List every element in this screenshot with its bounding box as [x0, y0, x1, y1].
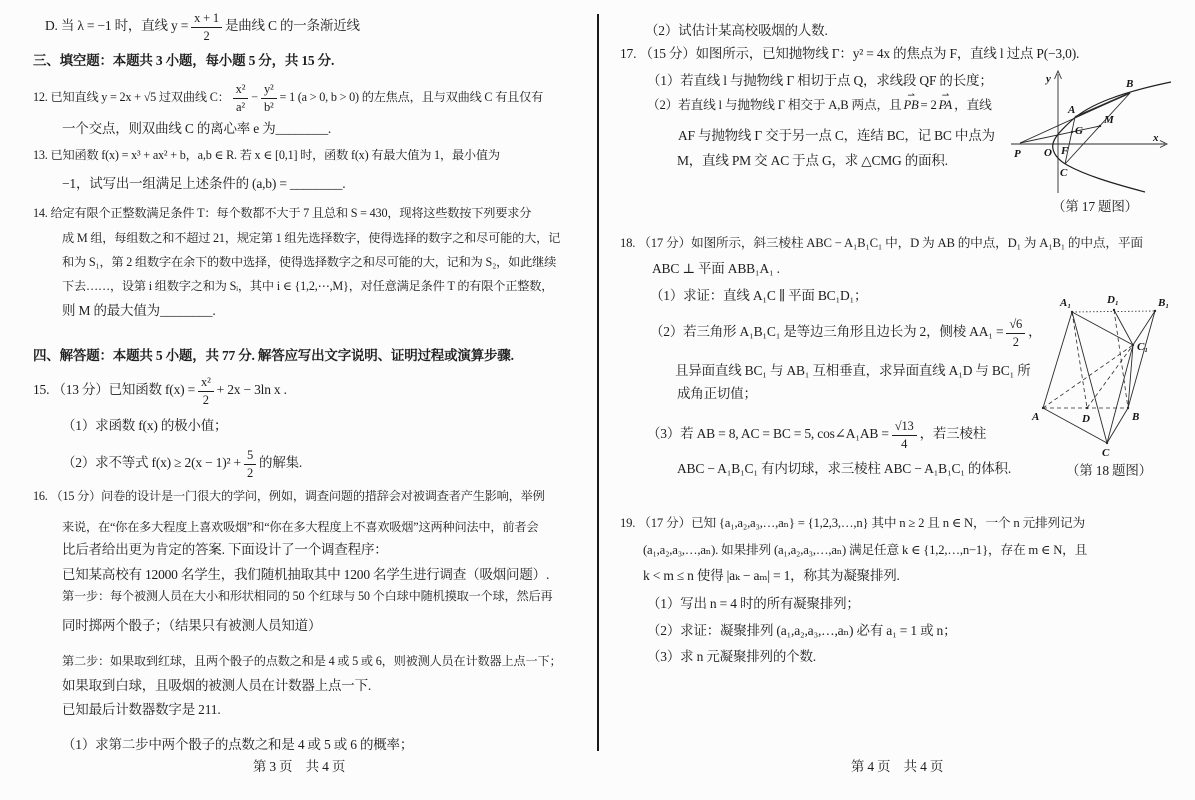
q15-line-1 — [33, 376, 287, 406]
q13-line-1: 13. 已知函数 f(x) = x³ + ax² + b，a,b ∈ R. 若 x ∈ [0,1] 时，函数 f(x) 有最大值为 1，最小值为 — [33, 148, 500, 162]
fig17-label-O: O — [1044, 147, 1052, 159]
q19-line-3: k < m ≤ n 使得 |aₖ − aₘ| = 1，称其为凝聚排列. — [643, 568, 900, 583]
fig18-label-B: B — [1132, 411, 1140, 423]
fraction-denominator: a² — [235, 99, 245, 114]
option-d-post: 是曲线 C 的一条渐近线 — [224, 18, 360, 34]
vertex-A1-dot — [1071, 311, 1073, 313]
fraction-numerator: √13 — [892, 420, 917, 436]
q18-line-8: ABC − A₁B₁C₁ 有内切球，求三棱柱 ABC − A₁B₁C₁ 的体积. — [677, 461, 1012, 476]
q18-line-5: 且异面直线 BC₁ 与 AB₁ 互相垂直，求异面直线 A₁D 与 BC₁ 所 — [675, 363, 1031, 378]
fraction-denominator: 2 — [203, 28, 210, 43]
fig18-label-A: A — [1032, 411, 1040, 423]
q15-pre: 15. （13 分）已知函数 f(x) = — [33, 382, 196, 398]
section-4-header: 四、解答题：本题共 5 小题，共 77 分. 解答应写出文字说明、证明过程或演算步骤. — [33, 348, 514, 363]
fig18-label-A1: A₁ — [1060, 297, 1072, 309]
vertex-A-dot — [1042, 407, 1044, 409]
edge-AA1 — [1043, 312, 1072, 408]
fig18-label-D1: D₁ — [1107, 294, 1119, 306]
q17-l3-post: ，直线 — [954, 98, 992, 112]
option-d-pre: D. 当 λ = −1 时，直线 y = — [45, 18, 189, 34]
q18-line-6: 成角正切值； — [677, 386, 757, 401]
vertex-D1-dot — [1113, 309, 1115, 311]
vector-PA: ⇀ PA — [939, 96, 952, 115]
vertex-C1-dot — [1132, 344, 1134, 346]
page-divider — [597, 14, 599, 751]
fraction-denominator: 4 — [901, 436, 908, 451]
q17-l3-mid: = 2 — [920, 98, 937, 112]
q18-line-4 — [650, 318, 1041, 348]
q16-line-2: 来说，在“你在多大程度上喜欢吸烟”和“你在多大程度上不喜欢吸烟”这两种问法中，前者会 — [62, 520, 539, 534]
segment-AB — [1075, 93, 1130, 117]
edge-CB — [1107, 408, 1128, 443]
fraction-x2-a2 — [233, 83, 249, 113]
page-4-footer: 第 4 页 共 4 页 — [850, 759, 944, 774]
q15-ineq-pre: （2）求不等式 f(x) ≥ 2(x − 1)² + — [62, 455, 241, 471]
option-d-line — [45, 12, 360, 42]
fraction-denominator: 2 — [246, 465, 254, 480]
q16-line-9: 已知最后计数器数字是 211. — [62, 702, 221, 717]
q18-line-7 — [647, 420, 986, 450]
section-3-header: 三、填空题：本题共 3 小题，每小题 5 分，共 15 分. — [33, 53, 335, 68]
fraction-numerator: x + 1 — [191, 12, 222, 28]
fraction-denominator: 2 — [1012, 334, 1019, 349]
fraction-x2-over-2 — [198, 376, 214, 406]
fraction-numerator: x² — [233, 83, 249, 99]
q14-line-2: 成 M 组，每组数之和不超过 21，规定第 1 组先选择数字，使得选择的数字之和尽可能的大，记 — [62, 231, 561, 245]
q14-line-5: 则 M 的最大值为________. — [62, 303, 216, 318]
q15-line-2: （1）求函数 f(x) 的极小值； — [62, 418, 228, 433]
fraction-y2-b2 — [261, 83, 277, 113]
fraction-numerator: x² — [198, 376, 214, 392]
fig18-caption: （第 18 题图） — [1066, 463, 1152, 478]
q12-pre: 12. 已知直线 y = 2x + √5 过双曲线 C： — [33, 89, 230, 104]
q18-l4-pre: （2）若三角形 A₁B₁C₁ 是等边三角形且边长为 2，侧棱 AA₁ = — [650, 324, 1004, 340]
fig18-label-C1: C₁ — [1137, 341, 1149, 353]
fraction-denominator: 2 — [202, 392, 209, 407]
q17-l3-pre: （2）若直线 l 与抛物线 Γ 相交于 A,B 两点，且 — [647, 98, 902, 112]
q17-line-2: （1）若直线 l 与抛物线 Γ 相切于点 Q，求线段 QF 的长度； — [647, 73, 993, 88]
fig18-label-D: D — [1082, 413, 1090, 425]
fig17-label-C: C — [1060, 167, 1068, 179]
edge-AC — [1043, 408, 1107, 443]
q17-line-5: M，直线 PM 交 AC 于点 G，求 △CMG 的面积. — [677, 153, 948, 168]
q19-line-1: 19. （17 分）已知 {a₁,a₂,a₃,…,aₙ} = {1,2,3,…,n} 其中 n ≥ 2 且 n ∈ N，一个 n 元排列记为 — [620, 516, 1085, 530]
q18-l4-post: ， — [1028, 324, 1042, 340]
vertex-B-dot — [1127, 407, 1129, 409]
fig17-label-x-axis: x — [1153, 132, 1159, 144]
vertex-C-dot — [1106, 442, 1108, 444]
q16-line-3: 比后者给出更为肯定的答案. 下面设计了一个调查程序： — [62, 542, 388, 557]
vector-PB: ⇀ PB — [903, 96, 918, 115]
q16-line-7: 第二步：如果取到红球，且两个骰子的点数之和是 4 或 5 或 6，则被测人员在计数器上点一下； — [62, 654, 562, 668]
fig18-label-B1: B₁ — [1158, 297, 1170, 309]
q19-line-6: （3）求 n 元凝聚排列的个数. — [647, 649, 816, 664]
q17-line-4: AF 与抛物线 Γ 交于另一点 C，连结 BC，记 BC 中点为 — [678, 128, 995, 143]
q16-line-6: 同时掷两个骰子；（结果只有被测人员知道） — [62, 618, 322, 633]
fig17-label-G: G — [1075, 125, 1083, 137]
page-3-footer: 第 3 页 共 4 页 — [252, 759, 346, 774]
q12-minus: − — [251, 89, 258, 104]
fig17-label-M: M — [1104, 114, 1114, 126]
fig18-prism-diagram — [1028, 288, 1180, 460]
q12-line-2: 一个交点，则双曲线 C 的离心率 e 为________. — [62, 121, 332, 136]
q14-line-4: 下去……，设第 i 组数字之和为 Sᵢ，其中 i ∈ {1,2,⋯,M}，对任意满足条件 T 的有限个正整数， — [62, 279, 554, 293]
q16-line-1: 16. （15 分）问卷的设计是一门很大的学问，例如，调查问题的措辞会对被调查者产生影响，举例 — [33, 489, 545, 503]
fraction-numerator: √6 — [1006, 318, 1025, 334]
fig17-label-B: B — [1126, 78, 1134, 90]
fig17-caption: （第 17 题图） — [1052, 199, 1138, 214]
q17-line-3 — [647, 96, 992, 115]
q19-line-5: （2）求证：凝聚排列 (a₁,a₂,a₃,…,aₙ) 必有 a₁ = 1 或 n； — [647, 623, 957, 638]
fraction-denominator: b² — [263, 99, 274, 114]
fraction-x-plus-1-over-2 — [191, 12, 222, 42]
q18-l7-pre: （3）若 AB = 8, AC = BC = 5, cos∠A₁AB = — [647, 426, 889, 442]
point-M-dot — [1099, 125, 1101, 127]
q18-line-2: ABC ⊥ 平面 ABB₁A₁ . — [652, 261, 780, 276]
edge-A1B1 — [1072, 311, 1155, 312]
fig17-parabola-diagram — [1005, 66, 1177, 198]
fraction-sqrt13-over-4 — [892, 420, 917, 450]
vertex-B1-dot — [1154, 310, 1156, 312]
q13-line-2: −1，试写出一组满足上述条件的 (a,b) = ________. — [62, 176, 346, 191]
fraction-5-over-2 — [244, 449, 256, 479]
fig18-label-C: C — [1102, 447, 1110, 459]
q15-post: + 2x − 3ln x . — [216, 382, 287, 398]
fraction-sqrt6-over-2 — [1006, 318, 1025, 348]
segment-PM — [1020, 126, 1100, 143]
q14-line-1: 14. 给定有限个正整数满足条件 T：每个数都不大于 7 且总和 S = 430，现将这些数按下列要求分 — [33, 206, 532, 220]
point-G-dot — [1071, 131, 1073, 133]
q12-post: = 1 (a > 0, b > 0) 的左焦点，且与双曲线 C 有且仅有 — [279, 89, 544, 104]
fig17-label-A: A — [1068, 104, 1076, 116]
segment-D1B — [1114, 310, 1128, 408]
q15-line-3 — [62, 449, 302, 479]
fraction-numerator: 5 — [244, 449, 256, 465]
q19-line-2: (a₁,a₂,a₃,…,aₙ). 如果排列 (a₁,a₂,a₃,…,aₙ) 满足任意 k ∈ {1,2,…,n−1}，存在 m ∈ N，且 — [643, 543, 1088, 557]
q17-line-1: 17. （15 分）如图所示，已知抛物线 Γ：y² = 4x 的焦点为 F，直线 l 过点 P(−3,0). — [620, 46, 1080, 61]
q16-line-5: 第一步：每个被测人员在大小和形状相同的 50 个红球与 50 个白球中随机摸取一个球，然后再 — [62, 589, 553, 603]
fig17-label-y-axis: y — [1046, 73, 1051, 85]
q18-line-3: （1）求证：直线 A₁C ∥ 平面 BC₁D₁； — [650, 288, 868, 303]
q16-line-10: （1）求第二步中两个骰子的点数之和是 4 或 5 或 6 的概率； — [62, 737, 414, 752]
q16-line-4: 已知某高校有 12000 名学生，我们随机抽取其中 1200 名学生进行调查（吸烟问题）. — [62, 567, 550, 582]
fraction-numerator: y² — [261, 83, 277, 99]
q14-line-3: 和为 S₁，第 2 组数字在余下的数中选择，使得选择数字之和尽可能的大，记和为 S₂，如此继续 — [62, 255, 557, 269]
q15-ineq-post: 的解集. — [259, 455, 303, 471]
edge-B1C1 — [1133, 311, 1155, 345]
vertex-D-dot — [1086, 407, 1088, 409]
q16-line-8: 如果取到白球，且吸烟的被测人员在计数器上点一下. — [62, 678, 372, 693]
q18-l7-post: ，若三棱柱 — [919, 426, 987, 442]
q19-line-4: （1）写出 n = 4 时的所有凝聚排列； — [647, 596, 860, 611]
fig17-label-P: P — [1014, 148, 1021, 160]
fig17-label-F: F — [1061, 145, 1069, 157]
segment-DC1 — [1087, 345, 1133, 408]
q16-line-11: （2）试估计某高校吸烟的人数. — [645, 23, 828, 38]
q18-line-1: 18. （17 分）如图所示，斜三棱柱 ABC − A₁B₁C₁ 中，D 为 AB 的中点，D₁ 为 A₁B₁ 的中点，平面 — [620, 236, 1143, 250]
segment-AC1 — [1043, 345, 1133, 408]
q12-line-1 — [33, 83, 543, 113]
